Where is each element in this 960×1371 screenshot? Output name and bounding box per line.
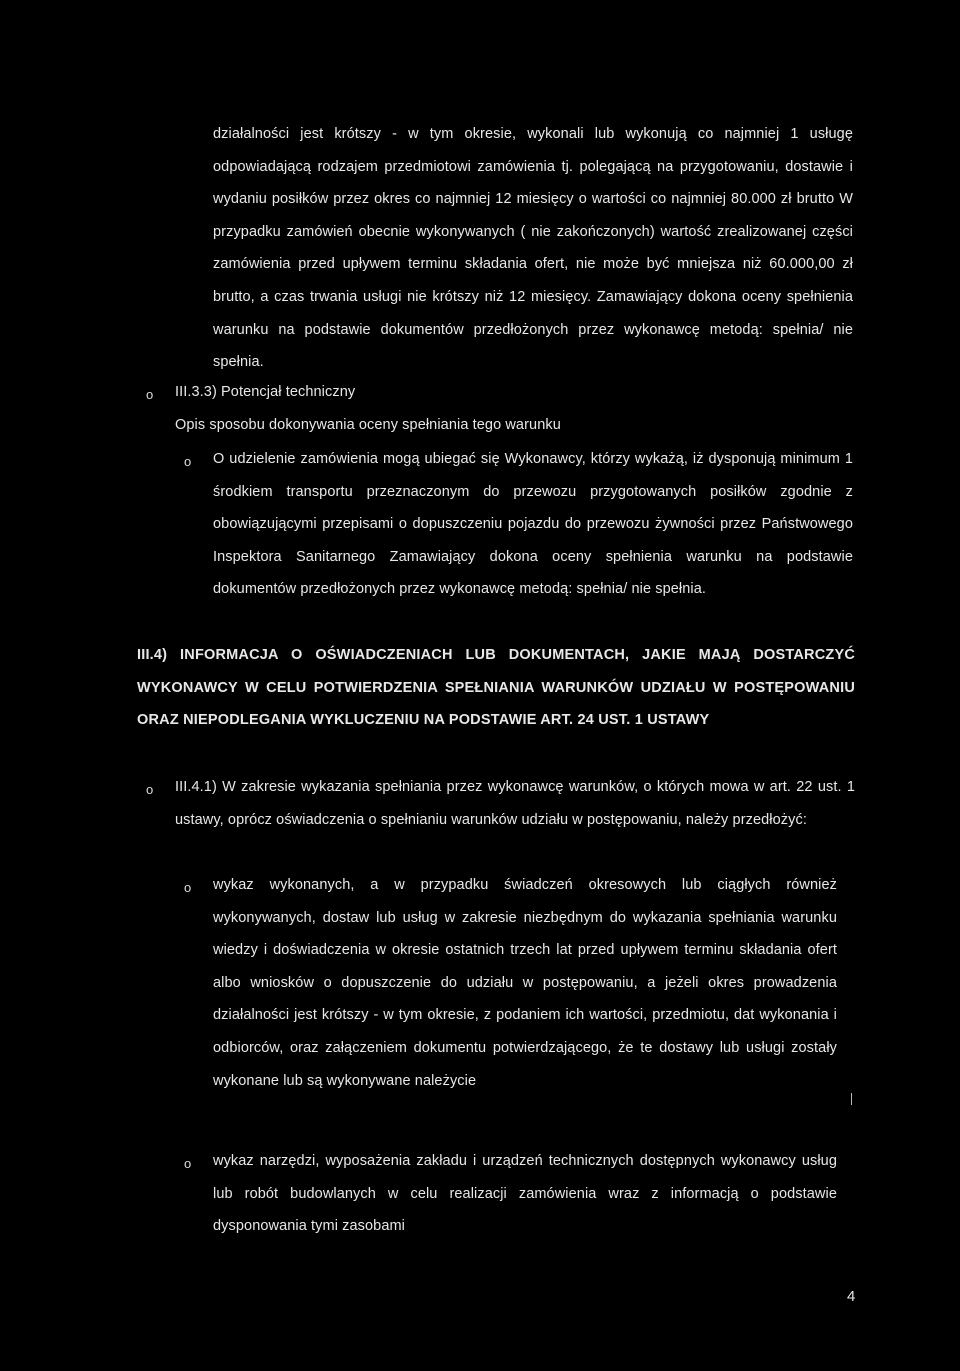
- page-number: 4: [847, 1288, 856, 1305]
- margin-mark: [851, 1093, 852, 1105]
- opis-label: Opis sposobu dokonywania oceny spełniania tego warunku: [175, 417, 561, 433]
- paragraph-wykaz-narzedzi: wykaz narzędzi, wyposażenia zakładu i urządzeń technicznych dostępnych wykonawcy usług lub robót budowlanych w celu realizacji zamówienia wraz z informacją o podstawie dysponowania tymi zasobami: [213, 1153, 837, 1235]
- bullet-marker: o: [146, 387, 154, 402]
- paragraph-iii41: III.4.1) W zakresie wykazania spełniania przez wykonawcę warunków, o których mowa w art. 22 ust. 1 ustawy, oprócz oświadczenia o spełnianiu warunków udziału w postępowaniu, należy przedłożyć:: [175, 779, 855, 828]
- bullet-marker: o: [184, 454, 192, 469]
- section-title-potencjal: III.3.3) Potencjał techniczny: [175, 384, 356, 400]
- paragraph-continuation: działalności jest krótszy - w tym okresie, wykonali lub wykonują co najmniej 1 usługę odpowiadającą rodzajem przedmiotowi zamówienia tj. polegającą na przygotowaniu, dostawie i wydaniu posiłków przez okres co najmniej 12 miesięcy o wartości co najmniej 80.000 zł brutto W przypadku zamówień obecnie wykonywanych ( nie zakończonych) wartość zrealizowanej części zamówienia przed upływem terminu składania ofert, nie może być mniejsza niż 60.000,00 zł brutto, a czas trwania usługi nie krótszy niż 12 miesięcy. Zamawiający dokona oceny spełnienia warunku na podstawie dokumentów przedłożonych przez wykonawcę metodą: spełnia/ nie spełnia.: [213, 126, 853, 371]
- section-heading-iii4: III.4) INFORMACJA O OŚWIADCZENIACH LUB DOKUMENTACH, JAKIE MAJĄ DOSTARCZYĆ WYKONAWCY W CELU POTWIERDZENIA SPEŁNIANIA WARUNKÓW UDZIAŁU W POSTĘPOWANIU ORAZ NIEPODLEGANIA WYKLUCZENIU NA PODSTAWIE ART. 24 UST. 1 USTAWY: [137, 647, 855, 729]
- bullet-marker: o: [184, 1156, 192, 1171]
- bullet-marker: o: [184, 880, 192, 895]
- paragraph-wykaz-wykonanych: wykaz wykonanych, a w przypadku świadczeń okresowych lub ciągłych również wykonywanych, dostaw lub usług w zakresie niezbędnym do wykazania spełniania warunku wiedzy i doświadczenia w okresie ostatnich trzech lat przed upływem terminu składania ofert albo wniosków o dopuszczenie do udziału w postępowaniu, a jeżeli okres prowadzenia działalności jest krótszy - w tym okresie, z podaniem ich wartości, przedmiotu, dat wykonania i odbiorców, oraz załączeniem dokumentu potwierdzającego, że te dostawy lub usługi zostały wykonane lub są wykonywane należycie: [213, 877, 837, 1089]
- paragraph-transport: O udzielenie zamówienia mogą ubiegać się Wykonawcy, którzy wykażą, iż dysponują minimum 1 środkiem transportu przeznaczonym do przewozu przygotowanych posiłków zgodnie z obowiązującymi przepisami o dopuszczeniu pojazdu do przewozu żywności przez Państwowego Inspektora Sanitarnego Zamawiający dokona oceny spełnienia warunku na podstawie dokumentów przedłożonych przez wykonawcę metodą: spełnia/ nie spełnia.: [213, 451, 853, 598]
- bullet-marker: o: [146, 782, 154, 797]
